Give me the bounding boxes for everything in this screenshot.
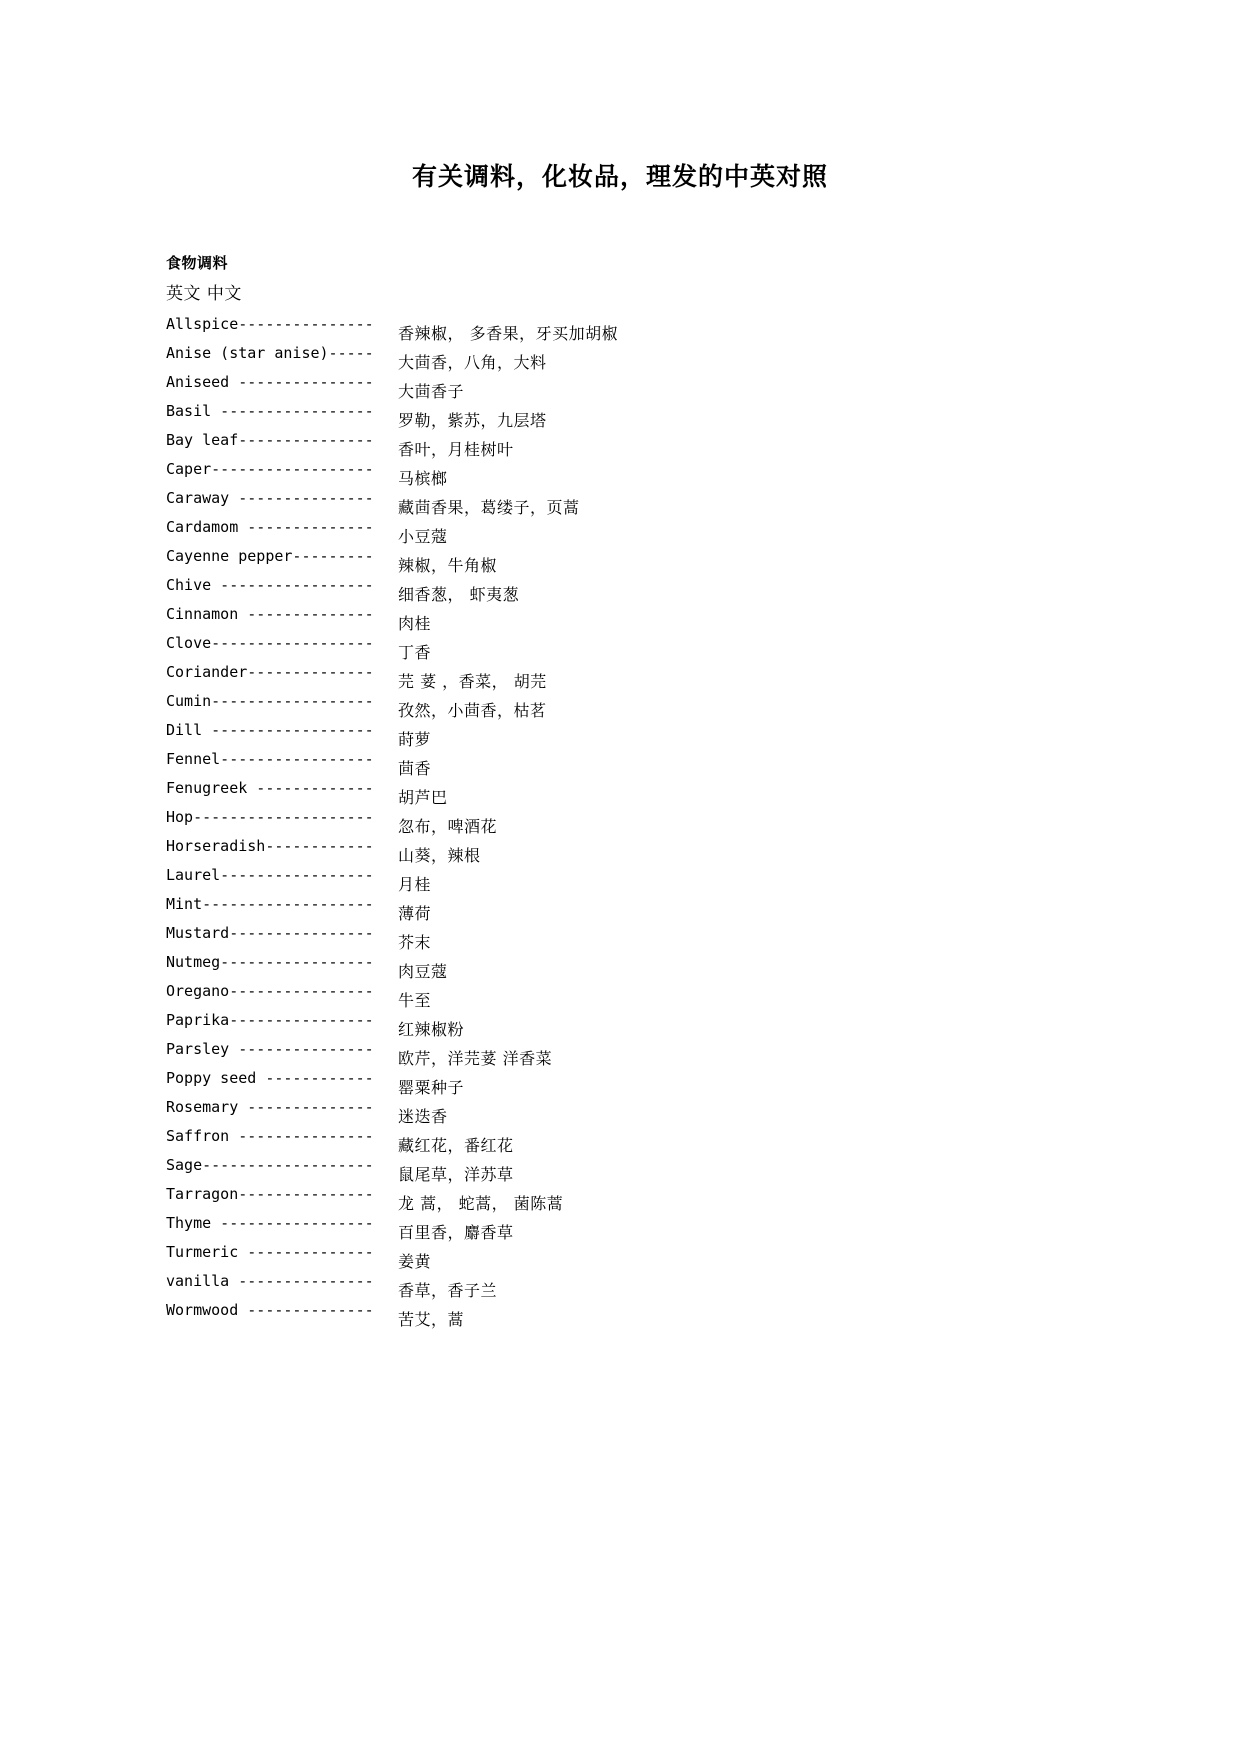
list-item	[166, 1296, 1066, 1329]
entry-chinese: 香叶，月桂树叶	[398, 440, 514, 459]
entry-english: Bay leaf---------------	[166, 431, 374, 449]
entry-english: Tarragon---------------	[166, 1185, 374, 1203]
list-item	[166, 1151, 1066, 1184]
list-item	[166, 1122, 1066, 1155]
list-item	[166, 571, 1066, 604]
list-item	[166, 890, 1066, 923]
entry-chinese: 大茴香，八角，大料	[398, 353, 547, 372]
entry-english: Cumin------------------	[166, 692, 374, 710]
list-item	[166, 1064, 1066, 1097]
list-item	[166, 977, 1066, 1010]
list-item	[166, 1006, 1066, 1039]
list-item	[166, 687, 1066, 720]
entry-english: Mustard----------------	[166, 924, 374, 942]
entry-chinese: 鼠尾草，洋苏草	[398, 1165, 514, 1184]
list-item	[166, 1209, 1066, 1242]
entry-english: Coriander--------------	[166, 663, 374, 681]
list-item	[166, 1238, 1066, 1271]
list-item	[166, 745, 1066, 778]
entry-chinese: 肉桂	[398, 614, 432, 633]
entry-chinese: 薄荷	[398, 904, 432, 923]
entry-chinese: 胡芦巴	[398, 788, 448, 807]
list-item	[166, 310, 1066, 343]
list-item	[166, 513, 1066, 546]
entry-chinese: 莳萝	[398, 730, 432, 749]
entry-english: Mint-------------------	[166, 895, 374, 913]
list-item	[166, 542, 1066, 575]
list-item	[166, 832, 1066, 865]
entry-chinese: 芥末	[398, 933, 432, 952]
list-item	[166, 1267, 1066, 1300]
entry-chinese: 龙 蒿， 蛇蒿， 菌陈蒿	[398, 1194, 564, 1213]
entry-english: Oregano----------------	[166, 982, 374, 1000]
list-item	[166, 1093, 1066, 1126]
column-header: 英文 中文	[166, 284, 242, 304]
entry-chinese: 小豆蔻	[398, 527, 448, 546]
entry-chinese: 茴香	[398, 759, 432, 778]
entry-chinese: 迷迭香	[398, 1107, 448, 1126]
entry-english: Laurel-----------------	[166, 866, 374, 884]
entry-english: vanilla ---------------	[166, 1272, 374, 1290]
page-title: 有关调料，化妆品，理发的中英对照	[411, 161, 828, 191]
entry-chinese: 百里香，麝香草	[398, 1223, 514, 1242]
entry-english: Clove------------------	[166, 634, 374, 652]
entry-english: Allspice---------------	[166, 315, 374, 333]
entry-english: Wormwood --------------	[166, 1301, 374, 1319]
list-item	[166, 919, 1066, 952]
entry-english: Nutmeg-----------------	[166, 953, 374, 971]
list-item	[166, 484, 1066, 517]
entry-english: Fenugreek -------------	[166, 779, 374, 797]
entry-english: Aniseed ---------------	[166, 373, 374, 391]
list-item	[166, 658, 1066, 691]
entry-english: Cayenne pepper---------	[166, 547, 374, 565]
entry-english: Fennel-----------------	[166, 750, 374, 768]
document-body	[166, 252, 1066, 1329]
entry-chinese: 辣椒，牛角椒	[398, 556, 498, 575]
entry-chinese: 欧芹，洋芫荽 洋香菜	[398, 1049, 553, 1068]
entry-chinese: 马槟榔	[398, 469, 448, 488]
list-item	[166, 774, 1066, 807]
entry-chinese: 香草，香子兰	[398, 1281, 498, 1300]
entry-chinese: 香辣椒， 多香果，牙买加胡椒	[398, 324, 619, 343]
entry-chinese: 山葵，辣根	[398, 846, 481, 865]
entry-chinese: 罂粟种子	[398, 1078, 465, 1097]
entry-chinese: 丁香	[398, 643, 432, 662]
list-item	[166, 803, 1066, 836]
list-item	[166, 455, 1066, 488]
entry-english: Basil -----------------	[166, 402, 374, 420]
entry-english: Rosemary --------------	[166, 1098, 374, 1116]
list-item	[166, 1035, 1066, 1068]
list-item	[166, 948, 1066, 981]
entry-english: Saffron ---------------	[166, 1127, 374, 1145]
list-item	[166, 861, 1066, 894]
entry-english: Caper------------------	[166, 460, 374, 478]
entry-chinese: 红辣椒粉	[398, 1020, 465, 1039]
entry-english: Poppy seed ------------	[166, 1069, 374, 1087]
list-item	[166, 629, 1066, 662]
entry-english: Dill ------------------	[166, 721, 374, 739]
entry-chinese: 月桂	[398, 875, 432, 894]
entry-english: Anise (star anise)-----	[166, 344, 374, 362]
list-item	[166, 716, 1066, 749]
entry-english: Hop--------------------	[166, 808, 374, 826]
entry-english: Paprika----------------	[166, 1011, 374, 1029]
entry-english: Chive -----------------	[166, 576, 374, 594]
entry-english: Caraway ---------------	[166, 489, 374, 507]
list-item	[166, 600, 1066, 633]
entry-chinese: 罗勒，紫苏，九层塔	[398, 411, 547, 430]
entry-english: Turmeric --------------	[166, 1243, 374, 1261]
entry-chinese: 藏红花，番红花	[398, 1136, 514, 1155]
entry-chinese: 忽布，啤酒花	[398, 817, 498, 836]
list-item	[166, 397, 1066, 430]
entry-chinese: 孜然，小茴香，枯茗	[398, 701, 547, 720]
entry-english: Cardamom --------------	[166, 518, 374, 536]
entry-chinese: 牛至	[398, 991, 432, 1010]
entry-english: Cinnamon --------------	[166, 605, 374, 623]
entry-chinese: 细香葱， 虾夷葱	[398, 585, 520, 604]
entry-english: Sage-------------------	[166, 1156, 374, 1174]
entry-chinese: 芫 荽 ，香菜， 胡芫	[398, 672, 547, 691]
entry-chinese: 藏茴香果，葛缕子，页蒿	[398, 498, 580, 517]
list-item	[166, 426, 1066, 459]
section-heading-food-seasonings: 食物调料	[166, 254, 229, 272]
entry-chinese: 大茴香子	[398, 382, 465, 401]
entry-english: Thyme -----------------	[166, 1214, 374, 1232]
entry-english: Horseradish------------	[166, 837, 374, 855]
entry-chinese: 肉豆蔻	[398, 962, 448, 981]
entry-chinese: 姜黄	[398, 1252, 432, 1271]
entry-chinese: 苦艾，蒿	[398, 1310, 465, 1329]
entry-english: Parsley ---------------	[166, 1040, 374, 1058]
list-item	[166, 1180, 1066, 1213]
glossary-list	[166, 310, 1066, 1329]
list-item	[166, 368, 1066, 401]
